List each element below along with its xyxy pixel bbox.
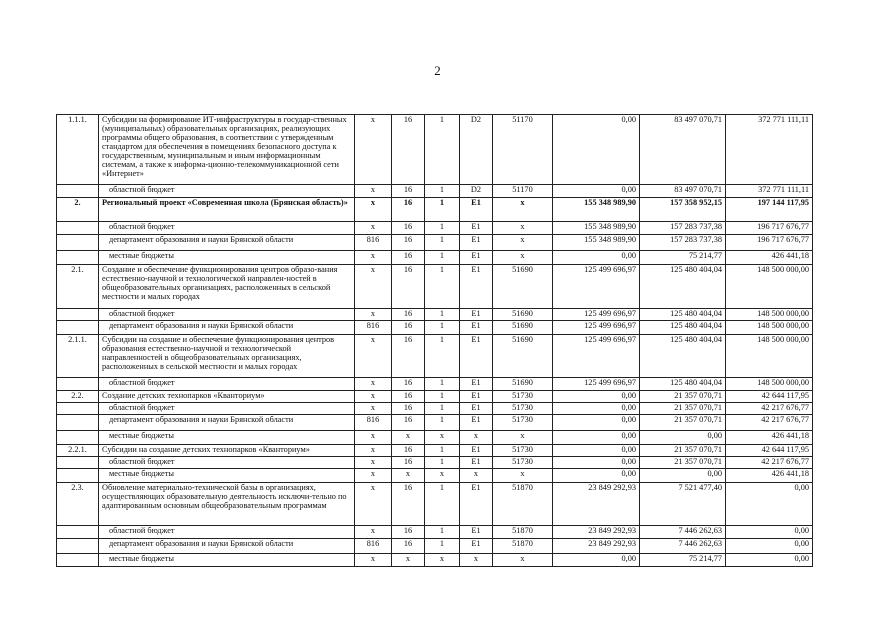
cell-code-subprogram: 1 (425, 539, 460, 554)
table-body (57, 115, 813, 567)
cell-amount-year3: 0,00 (726, 539, 813, 554)
cell-number (57, 235, 99, 251)
cell-name: областной бюджет (99, 403, 355, 415)
cell-code-project: E1 (460, 378, 493, 391)
table-row (57, 321, 813, 335)
table-row (57, 378, 813, 391)
cell-code-ministry: 816 (355, 539, 392, 554)
cell-name: областной бюджет (99, 185, 355, 198)
cell-amount-year2: 0,00 (640, 469, 726, 483)
cell-name: департамент образования и науки Брянской области (99, 539, 355, 554)
cell-code-direction: x (493, 222, 553, 235)
cell-code-ministry: x (355, 222, 392, 235)
cell-amount-year1: 155 348 989,90 (553, 235, 640, 251)
cell-amount-year3: 148 500 000,00 (726, 321, 813, 335)
cell-code-direction: 51690 (493, 265, 553, 309)
cell-amount-year1: 155 348 989,90 (553, 222, 640, 235)
cell-name: Субсидии на формирование ИТ-инфраструктуры в государ-ственных (муниципальных) образовательных организациях, реализующих программы общего образования, в соответствии с утвержденным стандартом для обеспечения в помещениях безопасного доступа к государственным, муниципальным и иным информационным системам, а также к информа-ционно-телекоммуникационной сети «Интернет» (99, 115, 355, 185)
cell-amount-year1: 0,00 (553, 115, 640, 185)
cell-code-project: E1 (460, 445, 493, 457)
cell-number: 2.3. (57, 483, 99, 526)
table-row (57, 554, 813, 567)
cell-name: Создание и обеспечение функционирования центров образо-вания естественно-научной и технологической направлен-ностей в общеобразовательных организациях, расположенных в сельской местности и малых городах (99, 265, 355, 309)
cell-amount-year2: 83 497 070,71 (640, 115, 726, 185)
page-number: 2 (434, 63, 441, 78)
cell-amount-year2: 21 357 070,71 (640, 457, 726, 469)
cell-code-project: E1 (460, 483, 493, 526)
cell-amount-year3: 148 500 000,00 (726, 378, 813, 391)
cell-code-direction: 51170 (493, 115, 553, 185)
cell-name: департамент образования и науки Брянской области (99, 321, 355, 335)
cell-code-ministry: x (355, 378, 392, 391)
table-row (57, 198, 813, 222)
cell-amount-year1: 0,00 (553, 554, 640, 567)
cell-number (57, 469, 99, 483)
cell-code-project: E1 (460, 403, 493, 415)
cell-code-program: 16 (392, 526, 425, 539)
cell-code-project: E1 (460, 539, 493, 554)
cell-name: Региональный проект «Современная школа (Брянская область)» (99, 198, 355, 222)
cell-code-project: E1 (460, 335, 493, 378)
cell-code-direction: 51870 (493, 483, 553, 526)
cell-code-ministry: 816 (355, 415, 392, 431)
cell-code-program: x (392, 431, 425, 445)
cell-code-ministry: x (355, 309, 392, 321)
cell-code-ministry: x (355, 554, 392, 567)
cell-code-program: 16 (392, 457, 425, 469)
cell-code-project: E1 (460, 309, 493, 321)
cell-code-program: 16 (392, 265, 425, 309)
table-row (57, 335, 813, 378)
cell-code-direction: 51690 (493, 378, 553, 391)
cell-code-subprogram: 1 (425, 526, 460, 539)
cell-code-direction: 51730 (493, 403, 553, 415)
cell-code-project: E1 (460, 235, 493, 251)
cell-amount-year3: 42 217 676,77 (726, 403, 813, 415)
cell-code-subprogram: 1 (425, 335, 460, 378)
cell-number (57, 431, 99, 445)
cell-amount-year2: 83 497 070,71 (640, 185, 726, 198)
cell-amount-year1: 0,00 (553, 415, 640, 431)
table-row (57, 309, 813, 321)
cell-amount-year2: 157 283 737,38 (640, 222, 726, 235)
cell-code-ministry: 816 (355, 321, 392, 335)
cell-code-ministry: x (355, 526, 392, 539)
cell-amount-year1: 23 849 292,93 (553, 526, 640, 539)
cell-code-direction: 51690 (493, 335, 553, 378)
cell-code-subprogram: 1 (425, 391, 460, 403)
cell-number: 2.1. (57, 265, 99, 309)
cell-name: местные бюджеты (99, 431, 355, 445)
cell-code-ministry: x (355, 115, 392, 185)
cell-amount-year3: 0,00 (726, 554, 813, 567)
cell-code-project: E1 (460, 321, 493, 335)
cell-code-subprogram: 1 (425, 321, 460, 335)
cell-name: Обновление материально-технической базы в организациях, осуществляющих образовательную деятельность исключи-тельно по адаптированным основным общеобразовательным программам (99, 483, 355, 526)
cell-code-ministry: x (355, 445, 392, 457)
cell-code-subprogram: 1 (425, 222, 460, 235)
table-row (57, 222, 813, 235)
cell-amount-year3: 0,00 (726, 483, 813, 526)
table-row (57, 431, 813, 445)
cell-code-program: 16 (392, 235, 425, 251)
cell-name: Субсидии на создание детских технопарков «Кванториум» (99, 445, 355, 457)
cell-code-ministry: x (355, 251, 392, 265)
cell-code-direction: x (493, 554, 553, 567)
cell-code-subprogram: 1 (425, 198, 460, 222)
cell-code-direction: 51730 (493, 445, 553, 457)
cell-amount-year2: 7 521 477,40 (640, 483, 726, 526)
cell-code-program: 16 (392, 251, 425, 265)
cell-code-subprogram: 1 (425, 235, 460, 251)
cell-code-ministry: x (355, 431, 392, 445)
cell-number (57, 185, 99, 198)
cell-code-direction: x (493, 431, 553, 445)
table-row (57, 457, 813, 469)
cell-amount-year3: 42 644 117,95 (726, 391, 813, 403)
cell-amount-year1: 0,00 (553, 469, 640, 483)
cell-code-direction: x (493, 251, 553, 265)
cell-code-program: 16 (392, 335, 425, 378)
cell-code-project: E1 (460, 251, 493, 265)
cell-code-program: 16 (392, 309, 425, 321)
cell-code-subprogram: x (425, 554, 460, 567)
cell-code-subprogram: 1 (425, 457, 460, 469)
cell-code-direction: 51870 (493, 539, 553, 554)
table-row (57, 526, 813, 539)
cell-name: областной бюджет (99, 309, 355, 321)
cell-amount-year3: 426 441,18 (726, 251, 813, 265)
cell-amount-year2: 157 283 737,38 (640, 235, 726, 251)
cell-amount-year3: 42 217 676,77 (726, 457, 813, 469)
cell-amount-year3: 0,00 (726, 526, 813, 539)
cell-amount-year2: 21 357 070,71 (640, 415, 726, 431)
cell-code-subprogram: x (425, 469, 460, 483)
cell-amount-year3: 372 771 111,11 (726, 185, 813, 198)
cell-code-project: D2 (460, 115, 493, 185)
cell-amount-year3: 426 441,18 (726, 469, 813, 483)
cell-code-subprogram: x (425, 431, 460, 445)
cell-number (57, 415, 99, 431)
cell-amount-year3: 148 500 000,00 (726, 309, 813, 321)
cell-name: областной бюджет (99, 526, 355, 539)
cell-code-ministry: x (355, 483, 392, 526)
cell-name: местные бюджеты (99, 554, 355, 567)
cell-code-direction: 51870 (493, 526, 553, 539)
cell-code-project: E1 (460, 265, 493, 309)
cell-code-direction: 51730 (493, 415, 553, 431)
cell-code-subprogram: 1 (425, 483, 460, 526)
cell-amount-year1: 23 849 292,93 (553, 483, 640, 526)
cell-amount-year2: 21 357 070,71 (640, 403, 726, 415)
cell-code-subprogram: 1 (425, 403, 460, 415)
cell-name: местные бюджеты (99, 251, 355, 265)
cell-code-direction: 51690 (493, 321, 553, 335)
cell-code-ministry: x (355, 403, 392, 415)
cell-code-program: x (392, 469, 425, 483)
cell-code-ministry: x (355, 265, 392, 309)
cell-amount-year3: 426 441,18 (726, 431, 813, 445)
cell-number (57, 251, 99, 265)
cell-amount-year1: 125 499 696,97 (553, 265, 640, 309)
cell-amount-year2: 125 480 404,04 (640, 321, 726, 335)
cell-amount-year1: 23 849 292,93 (553, 539, 640, 554)
cell-code-subprogram: 1 (425, 309, 460, 321)
cell-amount-year2: 125 480 404,04 (640, 335, 726, 378)
cell-name: департамент образования и науки Брянской области (99, 235, 355, 251)
cell-code-project: x (460, 554, 493, 567)
table-row (57, 445, 813, 457)
cell-number (57, 526, 99, 539)
cell-code-program: 16 (392, 391, 425, 403)
cell-code-subprogram: 1 (425, 251, 460, 265)
cell-amount-year1: 0,00 (553, 431, 640, 445)
cell-code-project: D2 (460, 185, 493, 198)
cell-number: 2.2. (57, 391, 99, 403)
cell-amount-year1: 155 348 989,90 (553, 198, 640, 222)
cell-code-program: 16 (392, 185, 425, 198)
cell-code-project: E1 (460, 391, 493, 403)
cell-code-direction: x (493, 198, 553, 222)
cell-number: 2.1.1. (57, 335, 99, 378)
cell-name: областной бюджет (99, 457, 355, 469)
cell-amount-year1: 125 499 696,97 (553, 309, 640, 321)
cell-code-subprogram: 1 (425, 415, 460, 431)
cell-name: местные бюджеты (99, 469, 355, 483)
cell-code-program: 16 (392, 378, 425, 391)
cell-name: Создание детских технопарков «Кванториум» (99, 391, 355, 403)
cell-code-ministry: x (355, 391, 392, 403)
cell-amount-year2: 7 446 262,63 (640, 526, 726, 539)
cell-code-project: E1 (460, 457, 493, 469)
table-row (57, 403, 813, 415)
cell-code-direction: 51170 (493, 185, 553, 198)
table-row (57, 483, 813, 526)
cell-name: областной бюджет (99, 222, 355, 235)
cell-amount-year2: 125 480 404,04 (640, 309, 726, 321)
cell-code-program: 16 (392, 115, 425, 185)
cell-code-program: 16 (392, 198, 425, 222)
cell-amount-year1: 125 499 696,97 (553, 321, 640, 335)
cell-amount-year3: 372 771 111,11 (726, 115, 813, 185)
cell-amount-year1: 0,00 (553, 457, 640, 469)
table-row (57, 415, 813, 431)
cell-amount-year2: 75 214,77 (640, 554, 726, 567)
cell-amount-year2: 125 480 404,04 (640, 265, 726, 309)
cell-amount-year2: 7 446 262,63 (640, 539, 726, 554)
cell-amount-year3: 148 500 000,00 (726, 335, 813, 378)
cell-amount-year2: 0,00 (640, 431, 726, 445)
cell-number (57, 222, 99, 235)
cell-number (57, 309, 99, 321)
cell-code-direction: 51690 (493, 309, 553, 321)
cell-code-direction: 51730 (493, 457, 553, 469)
cell-code-project: x (460, 469, 493, 483)
cell-code-ministry: x (355, 335, 392, 378)
table-row (57, 539, 813, 554)
cell-code-program: 16 (392, 321, 425, 335)
cell-amount-year2: 21 357 070,71 (640, 445, 726, 457)
cell-amount-year2: 75 214,77 (640, 251, 726, 265)
cell-number (57, 321, 99, 335)
cell-code-project: E1 (460, 415, 493, 431)
cell-name: областной бюджет (99, 378, 355, 391)
budget-table (56, 114, 813, 567)
cell-code-project: x (460, 431, 493, 445)
cell-code-ministry: x (355, 185, 392, 198)
cell-code-program: 16 (392, 445, 425, 457)
cell-amount-year1: 0,00 (553, 445, 640, 457)
cell-amount-year2: 21 357 070,71 (640, 391, 726, 403)
cell-code-direction: x (493, 469, 553, 483)
cell-code-ministry: x (355, 457, 392, 469)
cell-amount-year1: 0,00 (553, 185, 640, 198)
cell-number: 2.2.1. (57, 445, 99, 457)
cell-code-ministry: x (355, 198, 392, 222)
cell-amount-year1: 125 499 696,97 (553, 378, 640, 391)
cell-code-program: 16 (392, 483, 425, 526)
table-row (57, 265, 813, 309)
cell-amount-year3: 148 500 000,00 (726, 265, 813, 309)
cell-amount-year2: 157 358 952,15 (640, 198, 726, 222)
cell-code-ministry: x (355, 469, 392, 483)
cell-code-project: E1 (460, 222, 493, 235)
table-row (57, 391, 813, 403)
table-row (57, 185, 813, 198)
cell-amount-year1: 125 499 696,97 (553, 335, 640, 378)
table-row (57, 235, 813, 251)
cell-code-program: 16 (392, 539, 425, 554)
cell-code-program: x (392, 554, 425, 567)
cell-code-subprogram: 1 (425, 445, 460, 457)
cell-number (57, 539, 99, 554)
cell-amount-year3: 197 144 117,95 (726, 198, 813, 222)
cell-number (57, 554, 99, 567)
cell-code-ministry: 816 (355, 235, 392, 251)
cell-amount-year3: 196 717 676,77 (726, 235, 813, 251)
cell-amount-year1: 0,00 (553, 251, 640, 265)
cell-amount-year1: 0,00 (553, 403, 640, 415)
cell-code-project: E1 (460, 198, 493, 222)
cell-code-program: 16 (392, 415, 425, 431)
cell-amount-year3: 42 217 676,77 (726, 415, 813, 431)
cell-code-direction: x (493, 235, 553, 251)
cell-code-program: 16 (392, 222, 425, 235)
cell-code-project: E1 (460, 526, 493, 539)
cell-number (57, 403, 99, 415)
cell-amount-year2: 125 480 404,04 (640, 378, 726, 391)
cell-number (57, 378, 99, 391)
cell-number: 1.1.1. (57, 115, 99, 185)
table-row (57, 469, 813, 483)
table-row (57, 251, 813, 265)
cell-amount-year1: 0,00 (553, 391, 640, 403)
cell-amount-year3: 196 717 676,77 (726, 222, 813, 235)
table-row (57, 115, 813, 185)
cell-code-subprogram: 1 (425, 378, 460, 391)
cell-number (57, 457, 99, 469)
cell-code-direction: 51730 (493, 391, 553, 403)
cell-amount-year3: 42 644 117,95 (726, 445, 813, 457)
cell-code-subprogram: 1 (425, 115, 460, 185)
cell-number: 2. (57, 198, 99, 222)
cell-name: Субсидии на создание и обеспечение функционирования центров образования естественно-научной и технологической направленностей в общеобразовательных организациях, расположенных в сельской местности и малых городах (99, 335, 355, 378)
cell-code-subprogram: 1 (425, 185, 460, 198)
cell-name: департамент образования и науки Брянской области (99, 415, 355, 431)
cell-code-subprogram: 1 (425, 265, 460, 309)
cell-code-program: 16 (392, 403, 425, 415)
